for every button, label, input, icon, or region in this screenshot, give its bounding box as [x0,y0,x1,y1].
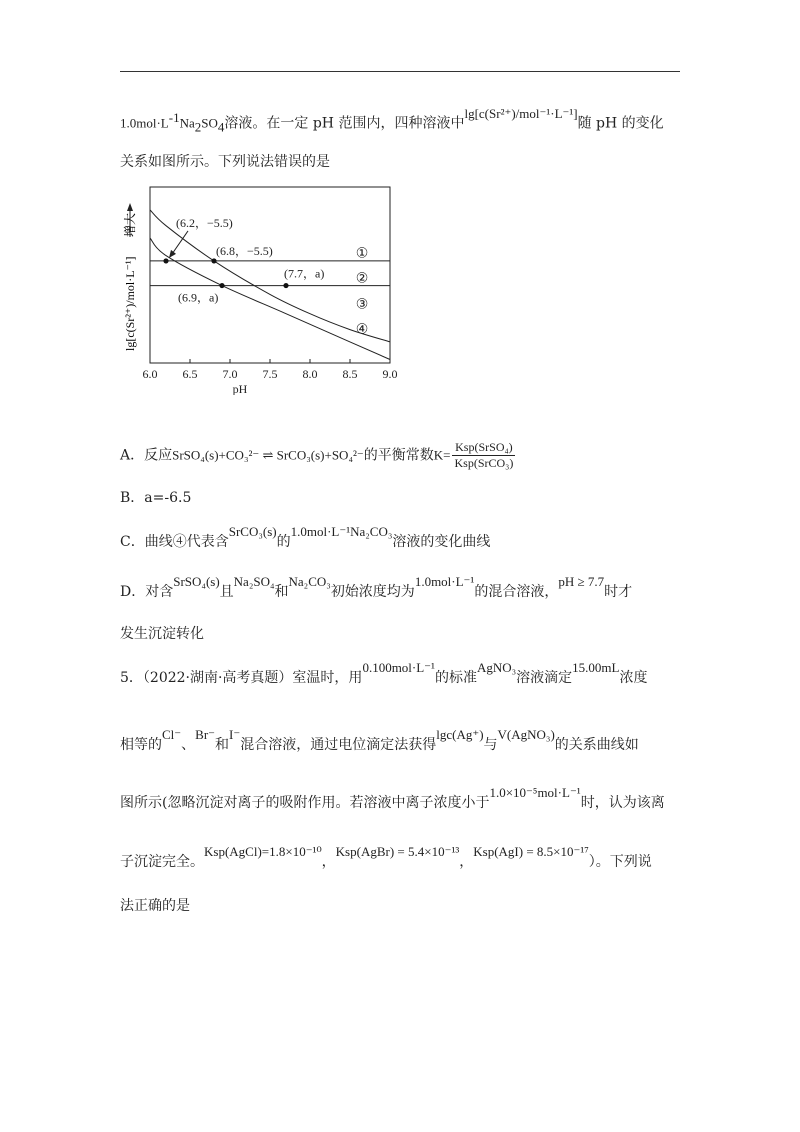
so-text: SO [201,115,218,131]
header-rule [120,71,680,72]
data-point-2 [211,258,216,263]
intro-line-2: 关系如图所示。下列说法错误的是 [120,154,330,170]
q5-source: 5．（2022·湖南·高考真题）室温时，用 [120,670,363,686]
q5-text-7: 图所示(忽略沉淀对离子的吸附作用。若溶液中离子浓度小于 [120,795,490,811]
curve-label-4: ④ [355,322,369,338]
na2co3-expr-d: Na₂CO₃ [288,574,331,589]
intro-text-end: 随 pH 的变化 [577,115,664,132]
q5-text-3: 浓度 [619,670,648,686]
so-sub: 4 [217,119,225,135]
point-label-3: (7.7，a) [284,266,325,281]
curve-label-2: ② [355,271,369,287]
br-ion: Br⁻ [195,727,216,742]
option-d-text-2: 的混合溶液， [474,584,559,600]
point-label-2: (6.8，−5.5) [216,243,273,258]
k-symbol: K= [433,447,451,463]
reaction-equation: SrSO₄(s)+CO₃²⁻ ⇌ SrCO₃(s)+SO₄²⁻ [172,447,364,463]
q5-he: 和 [215,737,230,753]
q5-text-5: 混合溶液，通过电位滴定法获得 [240,737,437,753]
x-tick-label-6: 9.0 [382,367,398,381]
ksp-agcl: Ksp(AgCl)=1.8×10⁻¹⁰ [204,844,322,859]
q5-line-2 [120,727,639,755]
option-d-qie: 且 [219,584,234,600]
data-point-3 [283,283,288,288]
conc-sup: -1 [168,110,180,125]
k-fraction [452,440,515,471]
q5-text-9: 子沉淀完全。 [120,854,204,870]
x-tick-label-0: 6.0 [142,367,158,381]
k-numerator: Ksp(SrSO₄) [452,440,515,456]
option-b: B．a=-6.5 [120,490,192,506]
threshold-conc: 1.0×10⁻⁵mol·L⁻¹ [489,785,581,800]
option-d-text-3: 时才 [604,584,633,600]
na-text: Na [179,115,195,131]
x-tick-label-1: 6.5 [182,367,198,381]
x-tick-label-4: 8.0 [302,367,318,381]
na-sub: 2 [194,119,202,135]
k-denominator: Ksp(SrCO₃) [454,456,514,470]
titrant-conc: 0.100mol·L⁻¹ [362,660,435,675]
option-d-he: 和 [274,584,289,600]
q5-yu: 与 [483,737,498,753]
x-axis-label: pH [232,382,248,395]
conc-expr-d: 1.0mol·L⁻¹ [414,574,475,589]
q5-line-1 [120,660,648,688]
option-a [120,440,517,471]
point-1-pointer-head [169,250,176,258]
agno3-expr: AgNO₃ [476,660,517,675]
ksp-agi: Ksp(AgI) = 8.5×10⁻¹⁷ [473,844,589,859]
q5-text-6: 的关系曲线如 [554,737,639,753]
q5-line-3 [120,785,665,813]
option-c [120,524,491,552]
option-d-line-2: 发生沉淀转化 [120,626,204,642]
y-arrow-label: 增大 [123,212,137,237]
y-arrow-head [127,203,133,211]
sr-lg-ph-chart [118,185,408,395]
point-label-1: (6.2，−5.5) [176,215,233,230]
q5-text-2: 溶液滴定 [516,670,573,686]
y-axis-label: lg[c(Sr²⁺)/mol·L⁻¹] [123,256,137,351]
option-a-text: 的平衡常数 [363,447,434,464]
data-point-1 [163,258,168,263]
v-agno3-expr: V(AgNO₃) [497,727,555,742]
option-c-label: C．曲线④代表含 [120,534,229,550]
x-tick-label-3: 7.5 [262,367,278,381]
q5-text-1: 的标准 [434,670,477,686]
plot-area [143,187,398,395]
x-tick-label-5: 8.5 [342,367,358,381]
cl-ion: Cl⁻ [162,727,182,742]
point-label-4: (6.9，a) [178,290,219,305]
intro-text: 溶液。在一定 pH 范围内，四种溶液中 [224,115,465,132]
curve-label-1: ① [355,246,369,262]
q5-text-10: ）。下列说 [588,854,652,870]
volume-expr: 15.00mL [572,660,620,675]
option-d-label: D．对含 [120,584,174,600]
option-c-end: 溶液的变化曲线 [392,534,491,550]
srso4-expr: SrSO₄(s) [173,574,220,589]
intro-line-1 [120,105,664,137]
lgc-ag-expr: lgc(Ag⁺) [436,727,484,742]
option-d-text: 初始浓度均为 [330,584,415,600]
option-a-label: A．反应 [120,447,173,464]
ph-condition: pH ≥ 7.7 [558,574,605,589]
q5-sep-2: ， [321,854,336,870]
na2co3-expr: 1.0mol·L⁻¹Na₂CO₃ [290,524,393,539]
q5-line-4 [120,844,652,872]
curve-label-3: ③ [355,297,369,313]
srco3-expr: SrCO₃(s) [228,524,277,539]
plot-frame [150,187,390,363]
q5-text-4: 相等的 [120,737,162,753]
option-c-de: 的 [276,534,291,550]
q5-sep-3: ， [459,854,474,870]
i-ion: I⁻ [229,727,241,742]
y-axis-label-group [122,203,137,351]
option-d-line-1 [120,574,633,602]
data-point-4 [219,283,224,288]
ksp-agbr: Ksp(AgBr) = 5.4×10⁻¹³ [335,844,460,859]
q5-sep-1: 、 [181,737,196,753]
q5-text-8: 时，认为该离 [580,795,665,811]
conc-text: 1.0mol·L [120,115,169,131]
na2so4-expr: Na₂SO₄ [233,574,275,589]
lg-expression: lg[c(Sr²⁺)/mol⁻¹·L⁻¹] [464,105,578,121]
q5-line-5: 法正确的是 [120,898,190,914]
x-tick-label-2: 7.0 [222,367,238,381]
